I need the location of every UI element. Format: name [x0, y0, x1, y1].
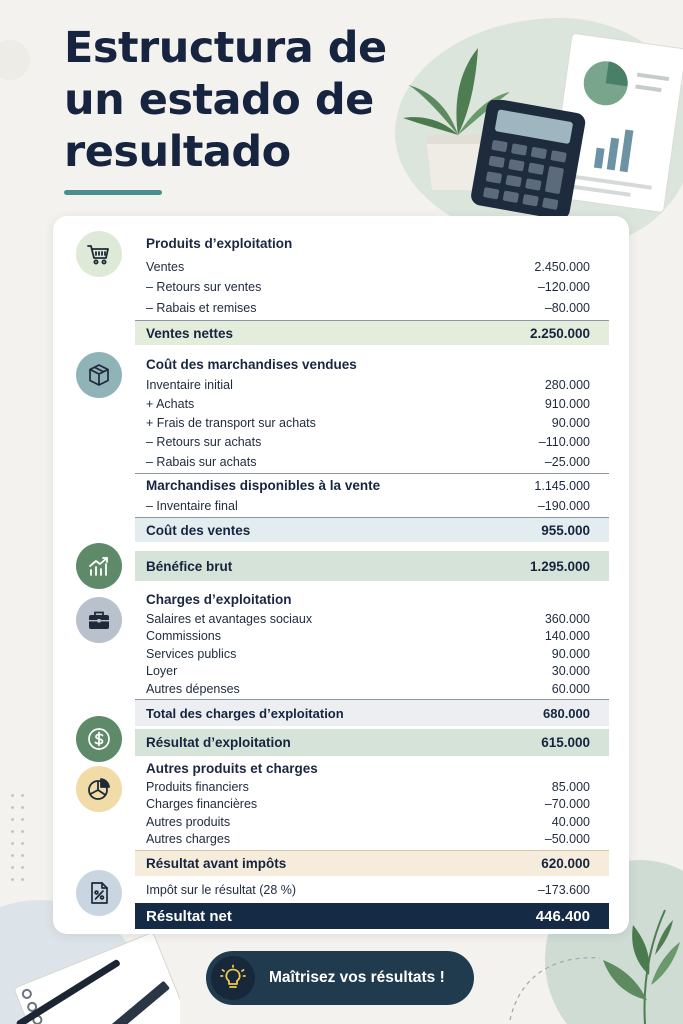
charges-icon-badge	[76, 597, 122, 643]
produits-header: Produits d’exploitation	[146, 236, 293, 251]
row-value: 140.000	[544, 629, 590, 643]
row-label: Services publics	[146, 647, 237, 661]
row-value: 40.000	[551, 815, 590, 829]
cta-button[interactable]	[206, 951, 474, 1005]
row-value: –25.000	[544, 454, 590, 469]
dashed-arc-decoration	[505, 950, 605, 1024]
row-label: Autres produits	[146, 815, 231, 829]
row-label: Produits financiers	[146, 780, 249, 794]
charges-header: Charges d’exploitation	[146, 592, 292, 607]
net-label: Résultat net	[146, 907, 232, 925]
row-value: 85.000	[551, 780, 590, 794]
ventes-nettes-total	[135, 321, 609, 345]
resultat-exploitation-band	[135, 729, 609, 756]
table-row	[135, 611, 609, 627]
autres-header: Autres produits et charges	[146, 761, 318, 776]
calculator-illustration	[468, 100, 586, 220]
operating-value: 615.000	[541, 735, 590, 750]
subtotal-value: 1.145.000	[534, 478, 590, 493]
operating-label: Résultat d’exploitation	[146, 735, 291, 750]
row-label: Inventaire initial	[146, 377, 233, 392]
table-row	[135, 646, 609, 662]
table-row	[135, 376, 609, 393]
pretax-label: Résultat avant impôts	[146, 856, 287, 871]
row-value: –50.000	[544, 832, 590, 846]
tax-document-icon	[86, 880, 112, 906]
tax-row	[135, 881, 609, 899]
cta-icon-badge	[211, 956, 255, 1000]
total-value: 680.000	[543, 705, 590, 721]
table-row	[135, 663, 609, 679]
title-underline	[64, 190, 162, 195]
background-blob-top-left	[0, 40, 30, 80]
row-value: –190.000	[537, 498, 590, 513]
table-row	[135, 628, 609, 644]
subtotal-label: Marchandises disponibles à la vente	[146, 478, 381, 493]
resultat-net-band	[135, 903, 609, 929]
row-value: –120.000	[537, 280, 590, 294]
total-value: 2.250.000	[529, 325, 590, 341]
table-row	[135, 814, 609, 830]
divider	[135, 473, 609, 474]
row-value: 90.000	[551, 415, 590, 430]
gross-label: Bénéfice brut	[146, 558, 233, 574]
table-row	[135, 414, 609, 431]
row-value: –173.600	[537, 883, 590, 897]
table-row	[135, 453, 609, 470]
table-row	[135, 779, 609, 795]
pie-chart-icon	[86, 776, 112, 802]
row-label: Impôt sur le résultat (28 %)	[146, 883, 297, 897]
row-label: – Inventaire final	[146, 498, 238, 513]
net-value: 446.400	[535, 907, 590, 925]
marchandises-disponibles-subtotal	[135, 476, 609, 495]
benefice-brut-band	[135, 551, 609, 581]
total-value: 955.000	[541, 522, 590, 538]
cogs-icon-badge	[76, 352, 122, 398]
box-icon	[86, 362, 112, 388]
table-row	[135, 497, 609, 514]
total-label: Total des charges d’exploitation	[146, 705, 344, 721]
row-value: 2.450.000	[534, 260, 590, 274]
row-label: – Retours sur ventes	[146, 280, 262, 294]
autres-icon-badge	[76, 766, 122, 812]
table-row	[135, 796, 609, 812]
produits-icon-badge	[76, 231, 122, 277]
row-label: – Retours sur achats	[146, 434, 262, 449]
table-row	[135, 433, 609, 450]
gross-icon-badge	[76, 543, 122, 589]
row-value: 280.000	[544, 377, 590, 392]
page-title: Estructura de un estado de resultado	[64, 23, 387, 177]
table-row	[135, 299, 609, 317]
row-label: Ventes	[146, 260, 185, 274]
row-value: 30.000	[551, 664, 590, 678]
row-value: 910.000	[544, 396, 590, 411]
total-label: Coût des ventes	[146, 522, 251, 538]
row-label: Salaires et avantages sociaux	[146, 612, 313, 626]
row-label: Autres charges	[146, 832, 231, 846]
cta-label: Maîtrisez vos résultats !	[269, 969, 445, 986]
row-label: Commissions	[146, 629, 222, 643]
row-label: + Achats	[146, 396, 195, 411]
gross-value: 1.295.000	[529, 558, 590, 574]
row-value: 90.000	[551, 647, 590, 661]
tax-icon-badge	[76, 870, 122, 916]
table-row	[135, 681, 609, 697]
shopping-cart-icon	[86, 241, 112, 267]
row-value: 360.000	[544, 612, 590, 626]
total-label: Ventes nettes	[146, 325, 234, 341]
growth-chart-icon	[86, 553, 112, 579]
row-label: + Frais de transport sur achats	[146, 415, 316, 430]
notebook-pen-illustration	[0, 930, 180, 1024]
row-value: –80.000	[544, 301, 590, 315]
operating-icon-badge	[76, 716, 122, 762]
row-label: – Rabais sur achats	[146, 454, 257, 469]
row-label: Loyer	[146, 664, 178, 678]
row-value: –110.000	[538, 434, 590, 449]
row-value: 60.000	[551, 682, 590, 696]
cogs-header: Coût des marchandises vendues	[146, 357, 357, 372]
pretax-value: 620.000	[541, 856, 590, 871]
row-value: –70.000	[544, 797, 590, 811]
resultat-avant-impots-band	[135, 851, 609, 876]
cout-des-ventes-total	[135, 518, 609, 542]
lightbulb-icon	[219, 964, 247, 992]
row-label: Charges financières	[146, 797, 258, 811]
briefcase-icon	[86, 607, 112, 633]
dollar-coin-icon	[86, 726, 112, 752]
row-label: Autres dépenses	[146, 682, 240, 696]
table-row	[135, 258, 609, 276]
table-row	[135, 395, 609, 412]
table-row	[135, 831, 609, 847]
total-charges-band	[135, 700, 609, 726]
table-row	[135, 278, 609, 296]
row-label: – Rabais et remises	[146, 301, 257, 315]
